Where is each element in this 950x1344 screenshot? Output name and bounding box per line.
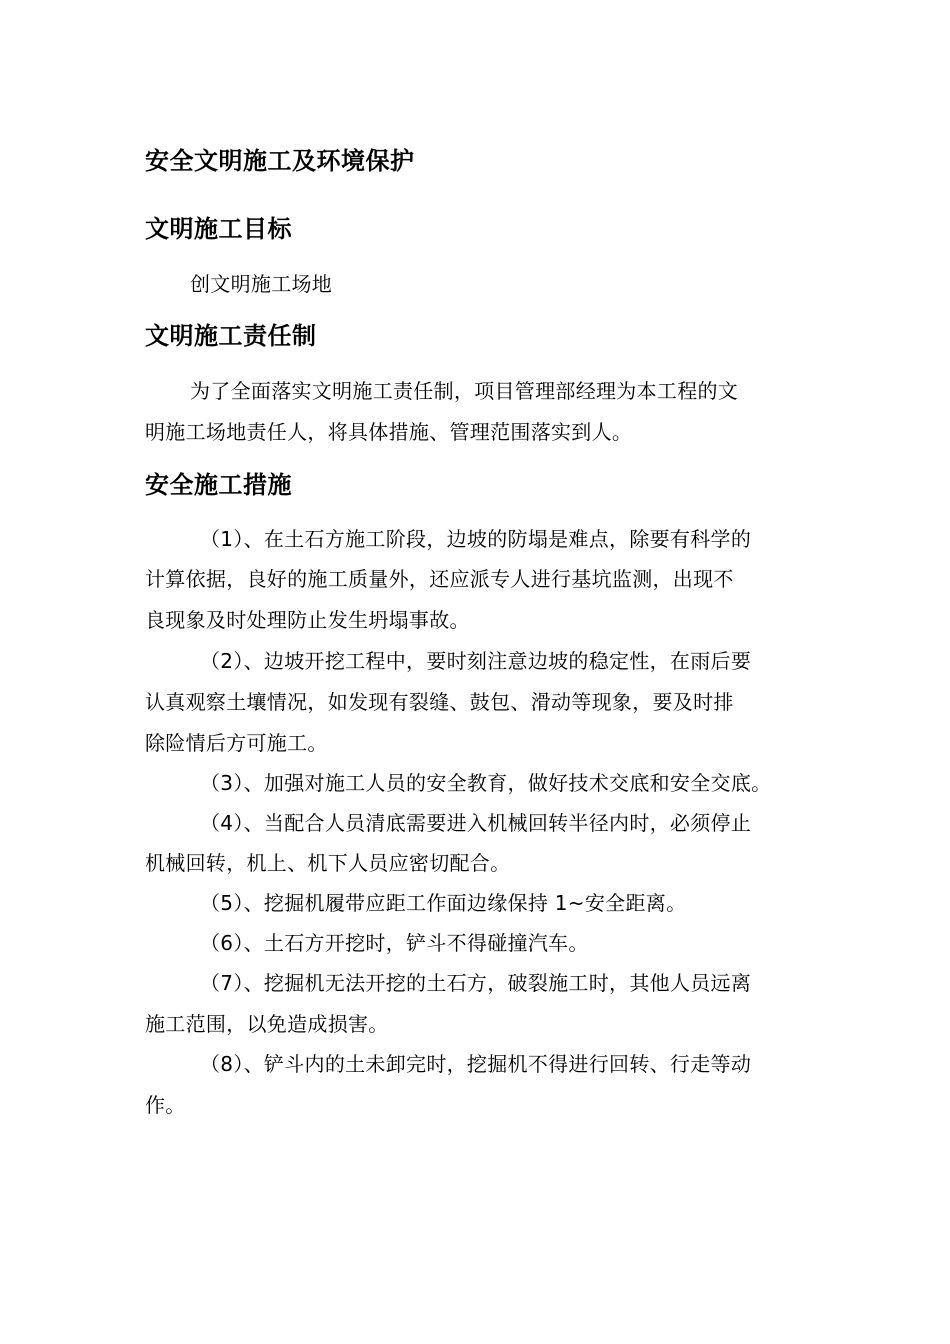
section-heading-responsibility: 文明施工责任制 [145,322,317,350]
safety-item-2-line-1: （2）、边坡开挖工程中，要时刻注意边坡的稳定性，在雨后要 [200,649,752,673]
responsibility-line-1: 为了全面落实文明施工责任制，项目管理部经理为本工程的文 [190,379,739,403]
section-heading-safety: 安全施工措施 [145,471,292,499]
section-heading-goal: 文明施工目标 [145,215,292,243]
document-title: 安全文明施工及环境保护 [145,147,415,175]
safety-item-5-line-1: （5）、挖掘机履带应距工作面边缘保持 1~安全距离。 [200,891,687,915]
safety-item-4-line-2: 机械回转，机上、机下人员应密切配合。 [145,851,511,875]
safety-item-1-line-3: 良现象及时处理防止发生坍塌事故。 [145,608,470,632]
safety-item-8-line-1: （8）、铲斗内的土未卸完时，挖掘机不得进行回转、行走等动 [200,1052,752,1076]
safety-item-8-line-2: 作。 [145,1093,186,1117]
safety-item-3-line-1: （3）、加强对施工人员的安全教育，做好技术交底和安全交底。 [200,771,772,795]
safety-item-4-line-1: （4）、当配合人员清底需要进入机械回转半径内时，必须停止 [200,811,752,835]
safety-item-2-line-3: 除险情后方可施工。 [145,731,328,755]
responsibility-line-2: 明施工场地责任人，将具体措施、管理范围落实到人。 [145,420,633,444]
goal-text: 创文明施工场地 [190,272,333,296]
safety-item-1-line-2: 计算依据，良好的施工质量外，还应派专人进行基坑监测，出现不 [145,567,734,591]
safety-item-7-line-2: 施工范围，以免造成损害。 [145,1012,389,1036]
safety-item-2-line-2: 认真观察土壤情况，如发现有裂缝、鼓包、滑动等现象，要及时排 [145,690,734,714]
safety-item-1-line-1: （1）、在土石方施工阶段，边坡的防塌是难点，除要有科学的 [200,527,752,551]
safety-item-7-line-1: （7）、挖掘机无法开挖的土石方，破裂施工时，其他人员远离 [200,971,752,995]
safety-item-6-line-1: （6）、土石方开挖时，铲斗不得碰撞汽车。 [200,931,589,955]
